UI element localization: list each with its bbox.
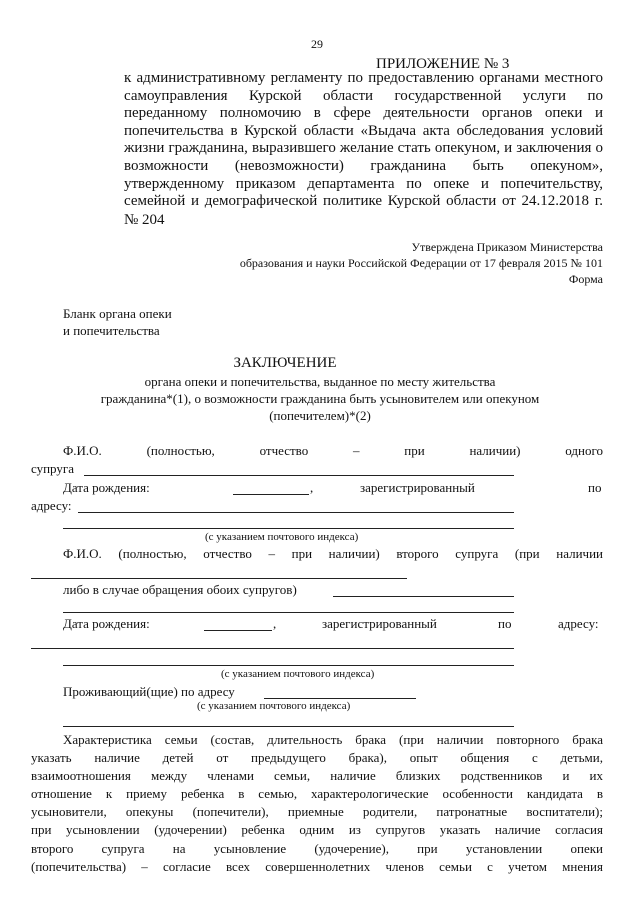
appendix-line: попечительства в Курской области «Выдача акта обследования условий (124, 122, 603, 139)
residing-address-line-2[interactable] (63, 726, 514, 727)
appendix-title: ПРИЛОЖЕНИЕ № 3 (376, 56, 510, 72)
spouse2-name-line-1[interactable] (31, 578, 407, 579)
address-label: адресу: (31, 498, 72, 513)
family-line: при усыновлении (удочерении) ребенка одним из супругов указать наличие согласия (31, 822, 603, 838)
birth2-label: Дата рождения: (63, 616, 150, 631)
family-line: Характеристика семьи (состав, длительность брака (при наличии повторного брака (63, 732, 603, 747)
appendix-line: переданному полномочию в сфере деятельности органов опеки и (124, 105, 603, 122)
spouse1-name-line[interactable] (84, 475, 514, 476)
authority-form-line-1: Бланк органа опеки (63, 306, 172, 321)
approval-line-2: образования и науки Российской Федерации от 17 февраля 2015 № 101 (239, 256, 603, 270)
conclusion-title: ЗАКЛЮЧЕНИЕ (233, 355, 337, 371)
spouse2-fio-label: Ф.И.О. (полностью, отчество – при наличии) второго супруга (при наличии (63, 546, 603, 561)
appendix-line: жизни гражданина, выразившего желание стать опекуном, и заключения о (124, 140, 603, 157)
address-2-line-2[interactable] (63, 665, 514, 666)
spouse1-fio-label: Ф.И.О. (полностью, отчество – при наличии) одного (63, 443, 603, 458)
family-line: отношение к приему ребенка в семью, характерологические особенности кандидата в (31, 786, 603, 802)
approval-line-1: Утверждена Приказом Министерства (411, 240, 603, 254)
address-2-label: адресу: (558, 616, 599, 631)
birth-date-line[interactable] (233, 494, 309, 495)
spouse2-name-line-2[interactable] (333, 596, 514, 597)
birth-date-2-label (63, 616, 150, 632)
page-number: 29 (311, 37, 323, 51)
appendix-line: семейной и демографической политике Курской области от 24.12.2018 г. (124, 193, 603, 210)
postal-hint-1: (с указанием почтового индекса) (205, 531, 359, 543)
address-line-2[interactable] (63, 528, 514, 529)
spouse2-name-line-3[interactable] (63, 612, 514, 613)
appendix-line: самоуправления Курской области государственной услуги по (124, 87, 603, 104)
registered-2-label: зарегистрированный (322, 616, 437, 631)
appendix-line: утвержденному приказом департамента по опеке и попечительству, (124, 175, 603, 192)
po-label: по (588, 480, 602, 495)
registered-label: зарегистрированный (360, 480, 475, 495)
spouse1-label: супруга (31, 461, 74, 476)
appendix-text (124, 70, 603, 211)
appendix-line: возможности (невозможности) гражданина быть опекуном», (124, 157, 603, 174)
approval-line-3: Форма (568, 272, 603, 286)
residing-label: Проживающий(щие) по адресу (63, 684, 235, 699)
postal-hint-3: (с указанием почтового индекса) (197, 700, 351, 712)
family-line: второго супруга на усыновление (удочерение), при установлении опеки (31, 840, 603, 856)
authority-form-line-2: и попечительства (63, 323, 160, 338)
birth-date-2-line[interactable] (204, 630, 272, 631)
family-characteristics (31, 731, 603, 876)
conclusion-line-1: органа опеки и попечительства, выданное по месту жительства (144, 374, 496, 389)
postal-hint-2: (с указанием почтового индекса) (221, 668, 375, 680)
comma-2: , (273, 616, 277, 631)
comma: , (310, 480, 314, 495)
spouse2-either-label: либо в случае обращения обоих супругов) (63, 582, 297, 597)
conclusion-line-2: гражданина*(1), о возможности гражданина быть усыновителем или опекуном (100, 391, 540, 406)
appendix-line: к административному регламенту по предоставлению органами местного (124, 70, 603, 86)
address-line-1[interactable] (78, 512, 514, 513)
po-2-label: по (498, 616, 512, 631)
residing-address-line[interactable] (264, 698, 416, 699)
family-line: (попечительства) – согласие всех совершеннолетних членов семьи с учетом мнения (31, 858, 603, 874)
address-2-line-1[interactable] (31, 648, 514, 649)
birth-date-label: Дата рождения: (63, 480, 150, 495)
conclusion-line-3: (попечителем)*(2) (269, 408, 371, 423)
family-line: взаимоотношения между членами семьи, наличие близких родственников и их (31, 768, 603, 784)
appendix-number: № 204 (124, 212, 165, 228)
family-line: усыновители, опекуны (попечители), приемные родители, патронатные воспитатели); (31, 804, 603, 820)
family-line: указать наличие детей от предыдущего брака), опыт общения с детьми, (31, 750, 603, 766)
